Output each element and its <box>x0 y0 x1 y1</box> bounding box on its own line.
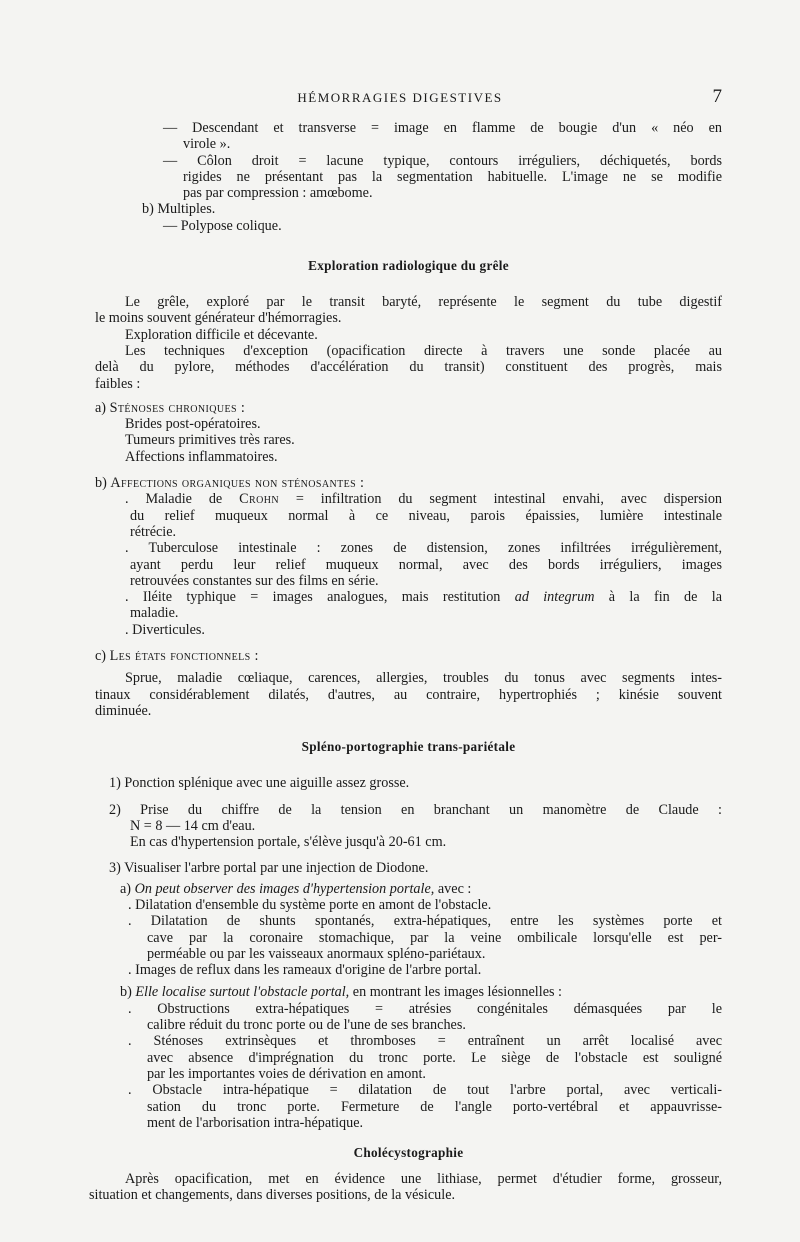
text-line <box>95 491 722 507</box>
list-heading <box>95 881 722 897</box>
text-line: cave par la coronaire stomachique, par la veine ombilicale lorsqu'elle est per- <box>147 929 722 946</box>
text-line: . Dilatation de shunts spontanés, extra-hépatiques, entre les systèmes porte et <box>128 913 722 930</box>
text-line: Tumeurs primitives très rares. <box>125 432 295 449</box>
author-name: Crohn <box>239 491 279 508</box>
text-line: . Tuberculose intestinale : zones de distension, zones infiltrées irrégulièrement, <box>125 540 722 557</box>
text-line: virole ». <box>183 136 231 153</box>
text-line: . Obstructions extra-hépatiques = atrésies congénitales démasquées par le <box>128 1000 722 1017</box>
text-line: Affections inflammatoires. <box>125 448 278 465</box>
text-line: pas par compression : amœbome. <box>183 185 373 202</box>
text-line: b) Multiples. <box>142 201 216 218</box>
text-line: En cas d'hypertension portale, s'élève jusqu'à 20-61 cm. <box>130 834 447 851</box>
text-line: ment de l'arborisation intra-hépatique. <box>147 1114 364 1131</box>
text-line: avec absence d'imprégnation du tronc porte. Le siège de l'obstacle est souligné <box>147 1049 722 1066</box>
text-line: retrouvées constantes sur des films en série. <box>130 572 379 589</box>
list-heading <box>95 475 722 491</box>
text-line: 3) Visualiser l'arbre portal par une injection de Diodone. <box>109 860 429 877</box>
text-line: 1) Ponction splénique avec une aiguille assez grosse. <box>109 775 410 792</box>
list-marker: c) <box>95 648 110 665</box>
text-line: maladie. <box>130 605 179 622</box>
text-line: . Images de reflux dans les rameaux d'origine de l'arbre portal. <box>128 962 482 979</box>
list-marker: b) <box>95 475 111 492</box>
text-line: Exploration difficile et décevante. <box>125 326 318 343</box>
text-span: . Iléite typhique = images analogues, mais restitution <box>125 589 501 606</box>
list-marker: b) <box>120 984 136 1001</box>
text-line: — Descendant et transverse = image en flamme de bougie d'un « néo en <box>163 120 722 136</box>
list-heading-text: On peut observer des images d'hypertension portale, <box>134 880 435 897</box>
text-line: delà du pylore, méthodes d'accélération du transit) constituent des progrès, mais <box>95 359 722 376</box>
text-line: 2) Prise du chiffre de la tension en branchant un manomètre de Claude : <box>109 801 722 818</box>
text-line: — Côlon droit = lacune typique, contours irréguliers, déchiquetés, bords <box>163 152 722 169</box>
text-line: . Obstacle intra-hépatique = dilatation de tout l'arbre portal, avec verticali- <box>128 1082 722 1099</box>
section-title: Cholécystographie <box>353 1145 464 1161</box>
text-span: = infiltration du segment intestinal envahi, avec dispersion <box>295 491 723 508</box>
list-heading <box>95 648 722 664</box>
text-span: à la fin de la <box>608 589 723 606</box>
text-line: — Polypose colique. <box>163 217 282 234</box>
list-heading-text: Sténoses chroniques : <box>109 399 246 416</box>
text-line: . Diverticules. <box>125 621 205 638</box>
text-line: tinaux considérablement dilatés, d'autres, au contraire, hypertrophiés ; kinésie souvent <box>95 686 722 703</box>
text-line: par les importantes voies de dérivation en amont. <box>147 1065 426 1082</box>
page-number: 7 <box>712 86 722 107</box>
page-header <box>0 86 800 110</box>
text-line: ayant perdu leur relief muqueux normal, avec des bords irréguliers, images <box>130 556 722 573</box>
text-line: calibre réduit du tronc porte ou de l'une de ses branches. <box>147 1017 466 1034</box>
page-body <box>89 120 723 1204</box>
list-heading-text: Affections organiques non sténosantes : <box>110 475 365 492</box>
text-span: en montrant les images lésionnelles : <box>349 984 562 1001</box>
text-line: Sprue, maladie cœliaque, carences, allergies, troubles du tonus avec segments intes- <box>125 670 722 687</box>
text-line: . Sténoses extrinsèques et thromboses = entraînent un arrêt localisé avec <box>128 1033 722 1050</box>
section-title: Exploration radiologique du grêle <box>308 258 509 274</box>
text-line: rigides ne présentant pas la segmentation habituelle. L'image ne se modifie <box>183 168 722 185</box>
section-title: Spléno-portographie trans-pariétale <box>301 739 516 755</box>
running-head: HÉMORRAGIES DIGESTIVES <box>297 90 503 105</box>
text-line: . Dilatation d'ensemble du système porte en amont de l'obstacle. <box>128 896 492 913</box>
list-heading <box>95 984 722 1000</box>
list-heading-text: Les états fonctionnels : <box>109 648 259 665</box>
list-heading <box>95 400 722 416</box>
text-line: situation et changements, dans diverses positions, de la vésicule. <box>89 1187 456 1204</box>
latin-phrase: ad integrum <box>514 589 595 606</box>
text-span: avec : <box>434 880 472 897</box>
text-line: Les techniques d'exception (opacification directe à travers une sonde placée au <box>125 342 722 359</box>
text-line: diminuée. <box>95 702 152 719</box>
text-line: rétrécie. <box>130 523 177 540</box>
list-marker: a) <box>120 880 135 897</box>
text-line: Après opacification, met en évidence une lithiase, permet d'étudier forme, grosseur, <box>125 1171 722 1188</box>
text-line: N = 8 — 14 cm d'eau. <box>130 817 256 834</box>
text-line: perméable ou par les vaisseaux anormaux spléno-pariétaux. <box>147 945 486 962</box>
text-span: . Maladie de <box>125 491 223 508</box>
text-line: Brides post-opératoires. <box>125 416 261 433</box>
list-heading-text: Elle localise surtout l'obstacle portal, <box>135 984 350 1001</box>
text-line: du relief muqueux normal à ce niveau, parois épaissies, lumière intestinale <box>130 507 722 524</box>
text-line: Le grêle, exploré par le transit baryté, représente le segment du tube digestif <box>125 294 722 311</box>
text-line: le moins souvent générateur d'hémorragies. <box>95 310 342 327</box>
list-marker: a) <box>95 399 110 416</box>
text-line: faibles : <box>95 375 141 392</box>
text-line: sation du tronc porte. Fermeture de l'angle porto-vertébral et appauvrisse- <box>147 1098 722 1115</box>
text-line <box>95 589 722 605</box>
